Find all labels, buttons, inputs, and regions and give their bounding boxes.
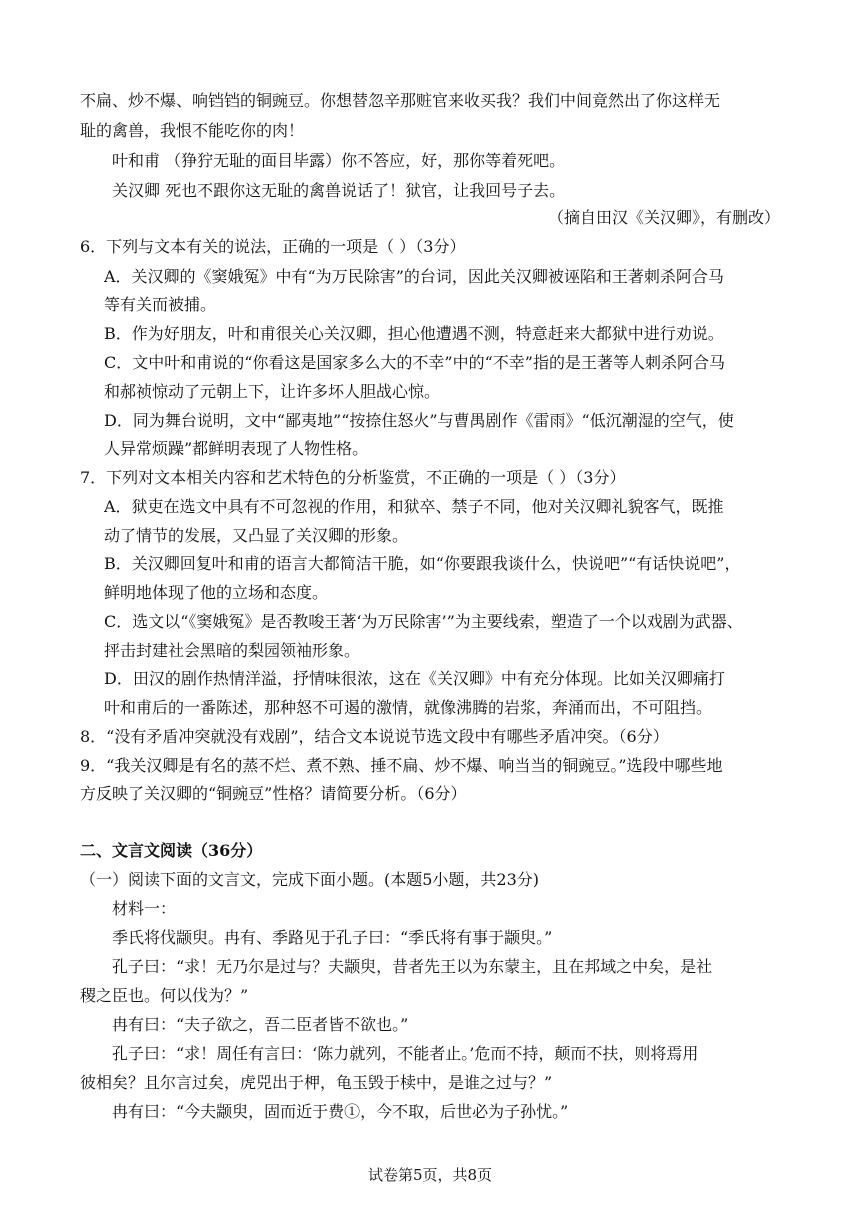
classical-text-line: 季氏将伐颛臾。冉有、季路见于孔子曰：“季氏将有事于颛臾。” xyxy=(112,928,553,947)
question-8: 8．“没有矛盾冲突就没有戏剧”，结合文本说说节选文段中有哪些矛盾冲突。（6分） xyxy=(80,727,669,746)
option-6d-cont: 人异常烦躁”都鲜明表现了人物性格。 xyxy=(104,439,369,458)
drama-line: 不扁、炒不爆、响铛铛的铜豌豆。你想替忽辛那赃官来收买我？我们中间竟然出了你这样无 xyxy=(80,91,721,110)
option-6d: D．同为舞台说明，文中“鄙夷地”“按捺住怒火”与曹禺剧作《雷雨》“低沉潮湿的空气，使 xyxy=(104,411,734,430)
option-7c: C．选文以“《窦娥冤》是否教唆王著‘为万民除害’”为主要线索，塑造了一个以戏剧为武器、 xyxy=(104,612,743,631)
section-title: 二、文言文阅读（36分） xyxy=(80,841,263,860)
drama-dialogue: 叶和甫 （狰狞无耻的面目毕露）你不答应，好，那你等着死吧。 xyxy=(112,151,566,170)
section-subtitle: （一）阅读下面的文言文，完成下面小题。(本题5小题，共23分) xyxy=(80,870,540,889)
option-7d-cont: 叶和甫后的一番陈述，那种怒不可遏的激情，就像沸腾的岩浆，奔涌而出，不可阻挡。 xyxy=(104,698,713,717)
classical-text-line: 冉有曰：“今夫颛臾，固而近于费①，今不取，后世必为子孙忧。” xyxy=(112,1102,569,1121)
question-6: 6．下列与文本有关的说法，正确的一项是（ ）（3分） xyxy=(80,237,466,256)
question-9: 9．“我关汉卿是有名的蒸不烂、煮不熟、捶不扁、炒不爆、响当当的铜豌豆。”选段中哪些地 xyxy=(80,756,723,775)
option-6a: A．关汉卿的《窦娥冤》中有“为万民除害”的台词，因此关汉卿被诬陷和王著刺杀阿合马 xyxy=(104,267,724,286)
option-7b-cont: 鲜明地体现了他的立场和态度。 xyxy=(104,583,329,602)
drama-line: 耻的禽兽，我恨不能吃你的肉！ xyxy=(80,121,305,140)
question-9-cont: 方反映了关汉卿的“铜豌豆”性格？请简要分析。（6分） xyxy=(80,784,467,803)
classical-text-line: 孔子曰：“求！无乃尔是过与？夫颛臾，昔者先王以为东蒙主，且在邦域之中矣，是社 xyxy=(112,957,713,976)
material-label: 材料一： xyxy=(112,899,177,918)
source-citation: （摘自田汉《关汉卿》，有删改） xyxy=(547,208,780,227)
option-6b: B．作为好朋友，叶和甫很关心关汉卿，担心他遭遇不测，特意赶来大都狱中进行劝说。 xyxy=(104,324,724,343)
option-7b: B．关汉卿回复叶和甫的语言大都简洁干脆，如“你要跟我谈什么，快说吧”“有话快说吧”， xyxy=(104,554,741,573)
classical-text-line: 稷之臣也。何以伐为？” xyxy=(80,986,249,1005)
option-6a-cont: 等有关而被捕。 xyxy=(104,295,217,314)
option-7c-cont: 抨击封建社会黑暗的梨园领袖形象。 xyxy=(104,641,361,660)
classical-text-line: 冉有曰：“夫子欲之，吾二臣者皆不欲也。” xyxy=(112,1015,409,1034)
option-7d: D．田汉的剧作热情洋溢，抒情味很浓，这在《关汉卿》中有充分体现。比如关汉卿痛打 xyxy=(104,669,725,688)
option-7a: A．狱吏在选文中具有不可忽视的作用，和狱卒、禁子不同，他对关汉卿礼貌客气，既推 xyxy=(104,497,724,516)
option-6c: C．文中叶和甫说的“你看这是国家多么大的不幸”中的“不幸”指的是王著等人刺杀阿合马 xyxy=(104,353,725,372)
option-7a-cont: 动了情节的发展，又凸显了关汉卿的形象。 xyxy=(104,526,409,545)
option-6c-cont: 和郝祯惊动了元朝上下，让许多坏人胆战心惊。 xyxy=(104,382,441,401)
classical-text-line: 彼相矣？且尔言过矣，虎兕出于柙，龟玉毁于椟中，是谁之过与？” xyxy=(80,1073,553,1092)
drama-dialogue: 关汉卿 死也不跟你这无耻的禽兽说话了！狱官，让我回号子去。 xyxy=(112,181,566,200)
classical-text-line: 孔子曰：“求！周任有言曰：‘陈力就列，不能者止。’危而不持，颠而不扶，则将焉用 xyxy=(112,1044,699,1063)
question-7: 7．下列对文本相关内容和艺术特色的分析鉴赏，不正确的一项是（ ）（3分） xyxy=(80,468,626,487)
page-footer: 试卷第5页，共8页 xyxy=(367,1166,493,1184)
